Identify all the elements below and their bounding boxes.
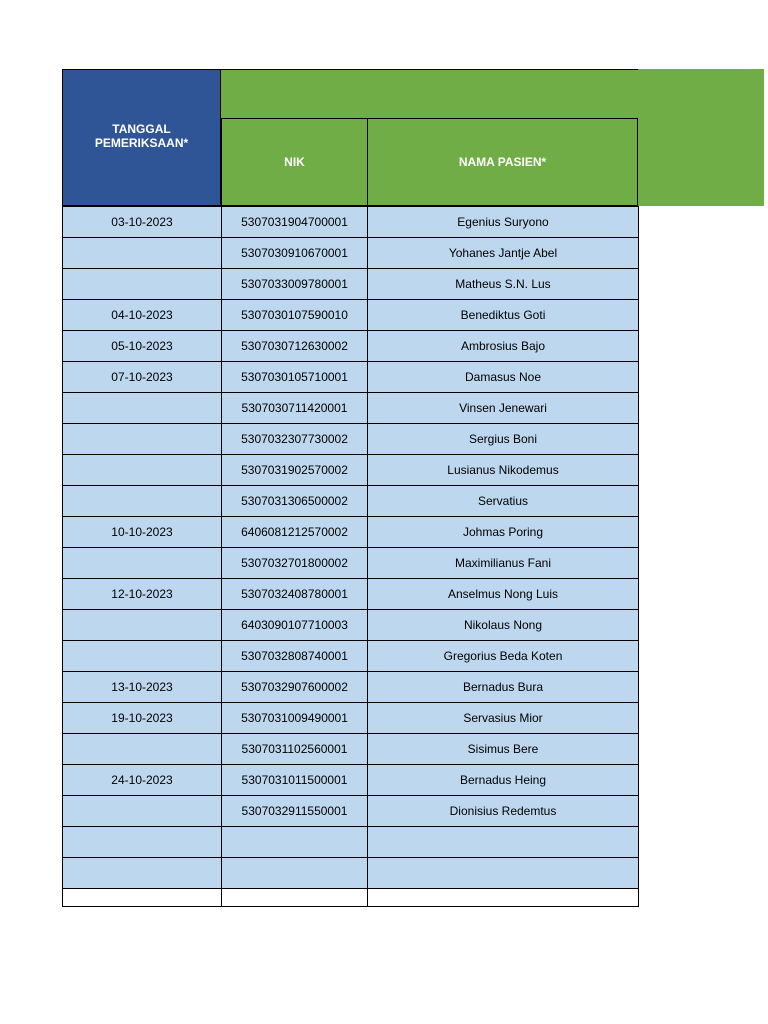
name-cell[interactable]: Gregorius Beda Koten	[368, 641, 639, 672]
nik-cell[interactable]: 5307031009490001	[222, 703, 368, 734]
date-cell[interactable]	[63, 548, 222, 579]
name-cell[interactable]: Maximilianus Fani	[368, 548, 639, 579]
nik-cell[interactable]: 5307031102560001	[222, 734, 368, 765]
date-cell[interactable]	[63, 827, 222, 858]
nik-cell[interactable]: 5307031306500002	[222, 486, 368, 517]
name-cell[interactable]: Bernadus Heing	[368, 765, 639, 796]
patient-table-body	[63, 207, 639, 907]
header-tanggal-label: TANGGAL PEMERIKSAAN*	[94, 122, 189, 150]
name-cell[interactable]: Servatius	[368, 486, 639, 517]
name-cell[interactable]: Johmas Poring	[368, 517, 639, 548]
name-cell[interactable]: Yohanes Jantje Abel	[368, 238, 639, 269]
table-row	[63, 796, 639, 827]
date-cell[interactable]	[63, 455, 222, 486]
table-row	[63, 827, 639, 858]
header-nik[interactable]	[221, 118, 368, 206]
date-cell[interactable]	[63, 734, 222, 765]
table-row	[63, 610, 639, 641]
table-row	[63, 424, 639, 455]
nik-cell[interactable]: 5307031904700001	[222, 207, 368, 238]
name-cell[interactable]	[368, 827, 639, 858]
nik-cell[interactable]	[222, 827, 368, 858]
nik-cell[interactable]: 5307030712630002	[222, 331, 368, 362]
header-nama-pasien[interactable]	[367, 118, 638, 206]
date-cell[interactable]	[63, 486, 222, 517]
name-cell[interactable]: Anselmus Nong Luis	[368, 579, 639, 610]
table-row	[63, 331, 639, 362]
name-cell[interactable]	[368, 858, 639, 889]
name-cell[interactable]: Bernadus Bura	[368, 672, 639, 703]
nik-cell[interactable]: 5307032808740001	[222, 641, 368, 672]
table-row	[63, 641, 639, 672]
nik-cell[interactable]: 5307033009780001	[222, 269, 368, 300]
date-cell[interactable]	[63, 858, 222, 889]
name-cell[interactable]: Sisimus Bere	[368, 734, 639, 765]
nik-cell[interactable]: 6403090107710003	[222, 610, 368, 641]
name-cell[interactable]: Matheus S.N. Lus	[368, 269, 639, 300]
nik-cell[interactable]: 5307032911550001	[222, 796, 368, 827]
table-row	[63, 238, 639, 269]
table-row	[63, 548, 639, 579]
table-row	[63, 858, 639, 889]
name-cell[interactable]: Servasius Mior	[368, 703, 639, 734]
name-cell[interactable]: Ambrosius Bajo	[368, 331, 639, 362]
name-cell[interactable]: Sergius Boni	[368, 424, 639, 455]
header-tanggal-pemeriksaan[interactable]	[62, 69, 221, 206]
date-cell[interactable]	[63, 796, 222, 827]
date-cell[interactable]	[63, 424, 222, 455]
table-row	[63, 672, 639, 703]
nik-cell[interactable]: 5307032907600002	[222, 672, 368, 703]
table-row	[63, 517, 639, 548]
date-cell[interactable]: 04-10-2023	[63, 300, 222, 331]
date-cell[interactable]: 24-10-2023	[63, 765, 222, 796]
date-cell[interactable]: 05-10-2023	[63, 331, 222, 362]
table-row	[63, 269, 639, 300]
date-cell[interactable]	[63, 641, 222, 672]
table-row	[63, 393, 639, 424]
date-cell[interactable]	[63, 610, 222, 641]
name-cell[interactable]: Lusianus Nikodemus	[368, 455, 639, 486]
nik-cell[interactable]: 5307032701800002	[222, 548, 368, 579]
date-cell[interactable]	[63, 238, 222, 269]
table-row	[63, 703, 639, 734]
nik-cell[interactable]: 5307032307730002	[222, 424, 368, 455]
name-cell[interactable]: Dionisius Redemtus	[368, 796, 639, 827]
empty-cell[interactable]	[63, 889, 222, 907]
nik-cell[interactable]	[222, 858, 368, 889]
nik-cell[interactable]: 5307031011500001	[222, 765, 368, 796]
table-row	[63, 455, 639, 486]
header-nik-label: NIK	[284, 155, 305, 169]
nik-cell[interactable]: 5307031902570002	[222, 455, 368, 486]
nik-cell[interactable]: 5307030107590010	[222, 300, 368, 331]
name-cell[interactable]: Egenius Suryono	[368, 207, 639, 238]
empty-cell[interactable]	[222, 889, 368, 907]
table-row	[63, 486, 639, 517]
table-row-empty	[63, 889, 639, 907]
nik-cell[interactable]: 5307032408780001	[222, 579, 368, 610]
empty-cell[interactable]	[368, 889, 639, 907]
table-row	[63, 362, 639, 393]
patient-table	[62, 206, 639, 907]
table-row	[63, 207, 639, 238]
table-row	[63, 734, 639, 765]
date-cell[interactable]: 07-10-2023	[63, 362, 222, 393]
date-cell[interactable]: 12-10-2023	[63, 579, 222, 610]
name-cell[interactable]: Vinsen Jenewari	[368, 393, 639, 424]
header-top-border	[221, 69, 638, 70]
date-cell[interactable]	[63, 269, 222, 300]
nik-cell[interactable]: 5307030105710001	[222, 362, 368, 393]
nik-cell[interactable]: 5307030711420001	[222, 393, 368, 424]
table-row	[63, 765, 639, 796]
date-cell[interactable]: 19-10-2023	[63, 703, 222, 734]
table-row	[63, 579, 639, 610]
table-row	[63, 300, 639, 331]
date-cell[interactable]	[63, 393, 222, 424]
nik-cell[interactable]: 5307030910670001	[222, 238, 368, 269]
date-cell[interactable]: 10-10-2023	[63, 517, 222, 548]
date-cell[interactable]: 13-10-2023	[63, 672, 222, 703]
header-nama-label: NAMA PASIEN*	[458, 155, 547, 169]
nik-cell[interactable]: 6406081212570002	[222, 517, 368, 548]
name-cell[interactable]: Damasus Noe	[368, 362, 639, 393]
name-cell[interactable]: Nikolaus Nong	[368, 610, 639, 641]
date-cell[interactable]: 03-10-2023	[63, 207, 222, 238]
name-cell[interactable]: Benediktus Goti	[368, 300, 639, 331]
